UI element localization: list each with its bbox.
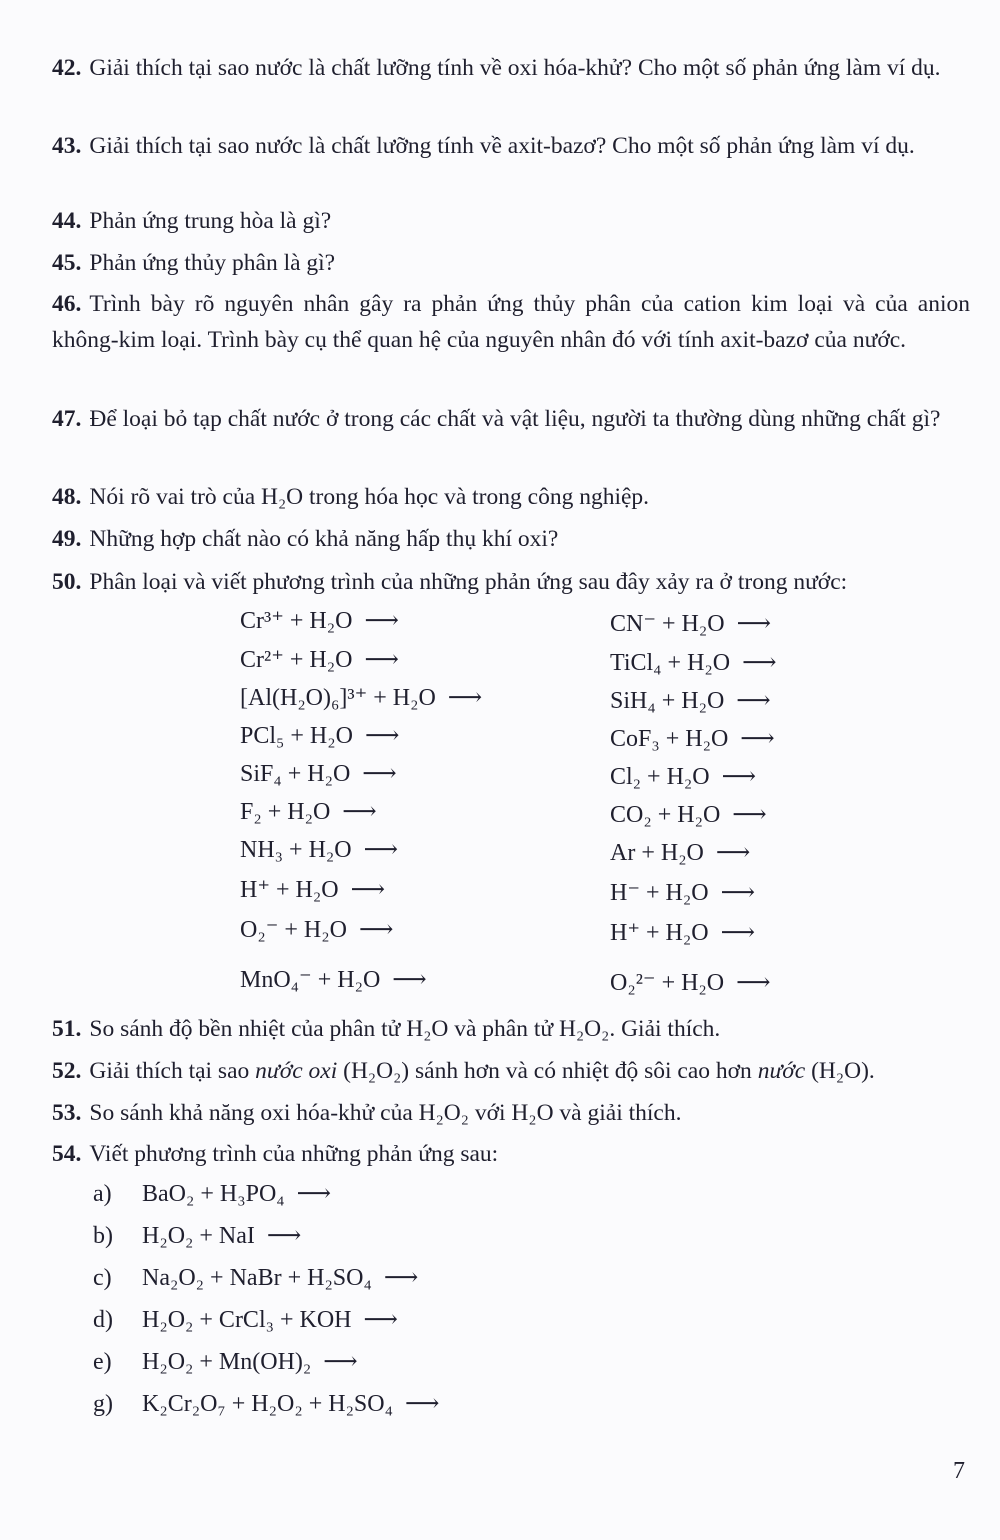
reaction-arrow-icon: ⟶ <box>363 837 399 863</box>
equation <box>610 724 775 753</box>
reaction-arrow-icon: ⟶ <box>715 840 751 866</box>
reaction-arrow-icon: ⟶ <box>364 723 400 749</box>
question-text: Giải thích tại sao nước là chất lưỡng tính về oxi hóa-khử? Cho một số phản ứng làm ví dụ. <box>89 55 941 81</box>
reaction-arrow-icon: ⟶ <box>404 1391 440 1417</box>
reaction-arrow-icon: ⟶ <box>742 650 777 676</box>
question-number: 51. <box>52 1016 82 1042</box>
question-number: 47. <box>52 406 82 432</box>
reaction-arrow-icon: ⟶ <box>364 647 399 673</box>
reaction-label: d) <box>93 1307 113 1333</box>
reaction-arrow-icon: ⟶ <box>736 688 771 714</box>
equation-reactants: Cr²⁺ + H₂O <box>240 647 353 673</box>
reaction-arrow-icon: ⟶ <box>736 970 771 996</box>
equation-reactants: O₂⁻ + H₂O <box>240 917 347 943</box>
page-number: 7 <box>953 1458 965 1484</box>
question-text: So sánh độ bền nhiệt của phân tử H₂O và phân tử H₂O₂. Giải thích. <box>89 1016 721 1042</box>
reaction-formula: H₂O₂ + Mn(OH)₂ <box>142 1349 312 1375</box>
term-water: nước <box>757 1058 806 1084</box>
question-text: (H₂O₂) sánh hơn và có nhiệt độ sôi cao hơn <box>337 1058 758 1084</box>
equation <box>240 759 397 788</box>
question-text: Để loại bỏ tạp chất nước ở trong các chất và vật liệu, người ta thường dùng những chất gì? <box>89 406 941 432</box>
question-text: So sánh khả năng oxi hóa-khử của H₂O₂ với H₂O và giải thích. <box>89 1100 682 1126</box>
reaction-arrow-icon: ⟶ <box>296 1181 332 1207</box>
equation-reactants: CO₂ + H₂O <box>610 802 721 828</box>
equation-reactants: MnO₄⁻ + H₂O <box>240 967 381 993</box>
reaction-arrow-icon: ⟶ <box>740 726 775 752</box>
reaction-arrow-icon: ⟶ <box>350 877 385 903</box>
reaction-item <box>93 1305 398 1334</box>
reaction-arrow-icon: ⟶ <box>364 608 399 634</box>
equation <box>240 721 399 750</box>
equation-reactants: O₂²⁻ + H₂O <box>610 970 725 996</box>
reaction-arrow-icon: ⟶ <box>732 802 767 828</box>
reaction-label: a) <box>93 1181 112 1207</box>
question-text: (H₂O). <box>805 1058 875 1084</box>
question-text: Giải thích tại sao <box>89 1058 256 1084</box>
reaction-arrow-icon: ⟶ <box>447 685 483 711</box>
equation-reactants: [Al(H₂O)₆]³⁺ + H₂O <box>240 685 436 711</box>
equation-reactants: H⁻ + H₂O <box>610 880 709 906</box>
reaction-arrow-icon: ⟶ <box>720 880 755 906</box>
question-48 <box>52 479 970 515</box>
question-text: Giải thích tại sao nước là chất lưỡng tính về axit-bazơ? Cho một số phản ứng làm ví dụ. <box>89 133 915 159</box>
question-45 <box>52 245 970 281</box>
reaction-label: g) <box>93 1391 113 1417</box>
question-number: 45. <box>52 250 82 276</box>
question-54 <box>52 1136 970 1172</box>
reaction-formula: Na₂O₂ + NaBr + H₂SO₄ <box>142 1265 372 1291</box>
question-number: 44. <box>52 208 82 234</box>
question-text: Phản ứng trung hòa là gì? <box>89 208 332 234</box>
question-50 <box>52 564 970 600</box>
question-47 <box>52 401 970 437</box>
reaction-arrow-icon: ⟶ <box>383 1265 419 1291</box>
question-53 <box>52 1095 970 1131</box>
equation <box>610 968 771 997</box>
reaction-item <box>93 1389 439 1418</box>
question-text: Nói rõ vai trò của H₂O trong hóa học và trong công nghiệp. <box>89 484 650 510</box>
reaction-arrow-icon: ⟶ <box>720 920 755 946</box>
reaction-item <box>93 1179 331 1208</box>
equation <box>610 918 755 947</box>
question-number: 46. <box>52 291 82 317</box>
question-44 <box>52 203 970 239</box>
equation <box>610 648 777 677</box>
reaction-formula: H₂O₂ + NaI <box>142 1223 255 1249</box>
equation-reactants: CN⁻ + H₂O <box>610 611 725 637</box>
equation <box>240 683 482 712</box>
equation-reactants: CoF₃ + H₂O <box>610 726 729 752</box>
question-42 <box>52 50 970 86</box>
question-text: Phân loại và viết phương trình của những phản ứng sau đây xảy ra ở trong nước: <box>89 569 848 595</box>
question-number: 50. <box>52 569 82 595</box>
equation-reactants: NH₃ + H₂O <box>240 837 352 863</box>
equation <box>240 965 427 994</box>
question-number: 49. <box>52 526 82 552</box>
question-46 <box>52 286 970 358</box>
question-number: 42. <box>52 55 82 81</box>
equation <box>240 606 399 635</box>
equation-reactants: Cl₂ + H₂O <box>610 764 710 790</box>
question-51 <box>52 1011 970 1047</box>
reaction-formula: K₂Cr₂O₇ + H₂O₂ + H₂SO₄ <box>142 1391 393 1417</box>
question-text: Trình bày rõ nguyên nhân gây ra phản ứng thủy phân của cation kim loại và của anion không-kim loại. Trình bày cụ thể quan hệ của nguyên nhân đó với tính axit-bazơ của nước. <box>52 291 970 353</box>
equation-reactants: PCl₅ + H₂O <box>240 723 353 749</box>
equation <box>610 686 771 715</box>
equation-reactants: F₂ + H₂O <box>240 799 331 825</box>
question-43 <box>52 128 970 164</box>
equation <box>240 797 377 826</box>
reaction-item <box>93 1263 418 1292</box>
question-number: 43. <box>52 133 82 159</box>
question-text: Phản ứng thủy phân là gì? <box>89 250 336 276</box>
reaction-arrow-icon: ⟶ <box>362 761 397 787</box>
equation <box>240 645 399 674</box>
reaction-item <box>93 1221 301 1250</box>
term-water-oxygen: nước oxi <box>255 1058 338 1084</box>
equation-reactants: SiH₄ + H₂O <box>610 688 725 714</box>
question-number: 53. <box>52 1100 82 1126</box>
equation-reactants: H⁺ + H₂O <box>610 920 709 946</box>
reaction-label: c) <box>93 1265 112 1291</box>
reaction-label: e) <box>93 1349 112 1375</box>
equation <box>240 835 398 864</box>
equation <box>610 878 755 907</box>
question-number: 54. <box>52 1141 82 1167</box>
reaction-arrow-icon: ⟶ <box>721 764 757 790</box>
equation <box>610 609 771 638</box>
question-number: 52. <box>52 1058 82 1084</box>
equation <box>240 875 385 904</box>
question-49 <box>52 521 970 557</box>
reaction-formula: H₂O₂ + CrCl₃ + KOH <box>142 1307 352 1333</box>
equation-reactants: Ar + H₂O <box>610 840 704 866</box>
question-52 <box>52 1053 970 1089</box>
equation-reactants: TiCl₄ + H₂O <box>610 650 731 676</box>
reaction-arrow-icon: ⟶ <box>323 1349 358 1375</box>
reaction-arrow-icon: ⟶ <box>736 611 771 637</box>
reaction-item <box>93 1347 358 1376</box>
reaction-arrow-icon: ⟶ <box>392 967 427 993</box>
question-number: 48. <box>52 484 82 510</box>
reaction-arrow-icon: ⟶ <box>363 1307 398 1333</box>
question-text: Viết phương trình của những phản ứng sau: <box>89 1141 499 1167</box>
equation <box>610 838 750 867</box>
equation-reactants: Cr³⁺ + H₂O <box>240 608 353 634</box>
equation <box>610 800 767 829</box>
equation <box>240 915 393 944</box>
reaction-label: b) <box>93 1223 113 1249</box>
reaction-formula: BaO₂ + H₃PO₄ <box>142 1181 285 1207</box>
reaction-arrow-icon: ⟶ <box>342 799 377 825</box>
equation-reactants: H⁺ + H₂O <box>240 877 339 903</box>
reaction-arrow-icon: ⟶ <box>358 917 394 943</box>
question-text: Những hợp chất nào có khả năng hấp thụ khí oxi? <box>89 526 559 552</box>
equation <box>610 762 756 791</box>
reaction-arrow-icon: ⟶ <box>266 1223 302 1249</box>
equation-reactants: SiF₄ + H₂O <box>240 761 351 787</box>
